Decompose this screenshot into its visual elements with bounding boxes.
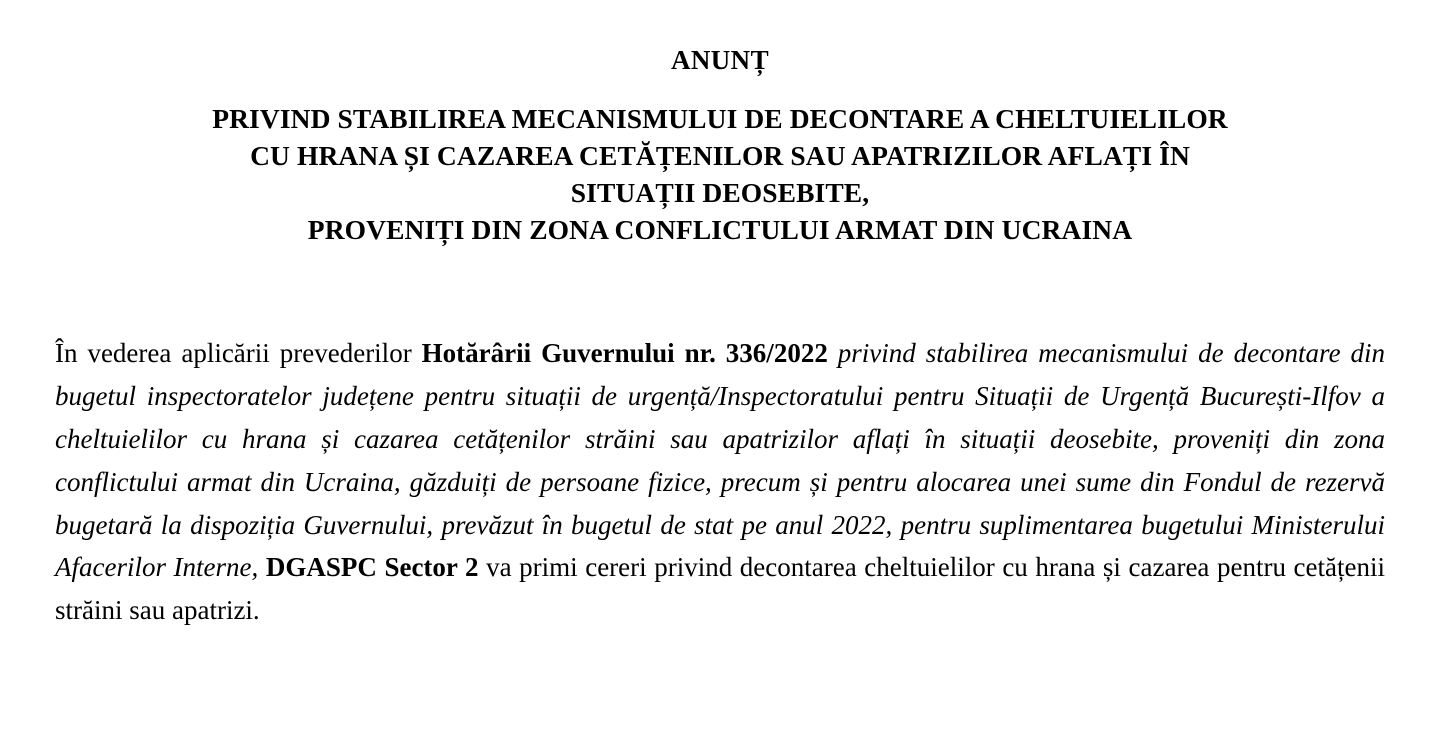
subtitle-line-1: PRIVIND STABILIREA MECANISMULUI DE DECONTARE A CHELTUIELILOR — [212, 103, 1228, 135]
subtitle-line-4: PROVENIȚI DIN ZONA CONFLICTULUI ARMAT DIN UCRAINA — [307, 214, 1133, 246]
document-body — [55, 248, 1385, 632]
paragraph-run-institution: DGASPC Sector 2 — [265, 552, 479, 583]
subtitle-line-2: CU HRANA ȘI CAZAREA CETĂȚENILOR SAU APATRIZILOR AFLAȚI ÎN — [250, 140, 1190, 172]
paragraph-run-law-title: privind stabilirea mecanismului de decontare din bugetul inspectoratelor județene pentru situații de urgență/Inspectoratului pentru Situații de Urgență București-Ilfov a cheltuielilor cu hrana și cazarea cetățenilor străini sau apatrizilor aflați în situații deosebite, proveniți din zona conflictului armat din Ucraina, găzduiți de persoane fizice, precum și pentru alocarea unei sume din Fondul de rezervă bugetară la dispoziția Guvernului, prevăzut în bugetul de stat pe anul 2022, pentru suplimentarea bugetului Ministerului Afacerilor Interne, — [55, 338, 1386, 583]
paragraph-run-law-ref: Hotărârii Guvernului nr. 336/2022 — [421, 338, 828, 369]
subtitle-line-3: SITUAȚII DEOSEBITE, — [570, 177, 870, 209]
announcement-paragraph — [55, 332, 1385, 632]
document-title: ANUNȚ — [670, 45, 769, 75]
paragraph-run-intro: În vederea aplicării prevederilor — [55, 338, 422, 369]
paragraph-run-closing: va primi cereri privind decontarea cheltuielilor cu hrana și cazarea pentru cetățenii străini sau apatrizi. — [55, 552, 1385, 626]
document-subtitle — [55, 76, 1385, 248]
